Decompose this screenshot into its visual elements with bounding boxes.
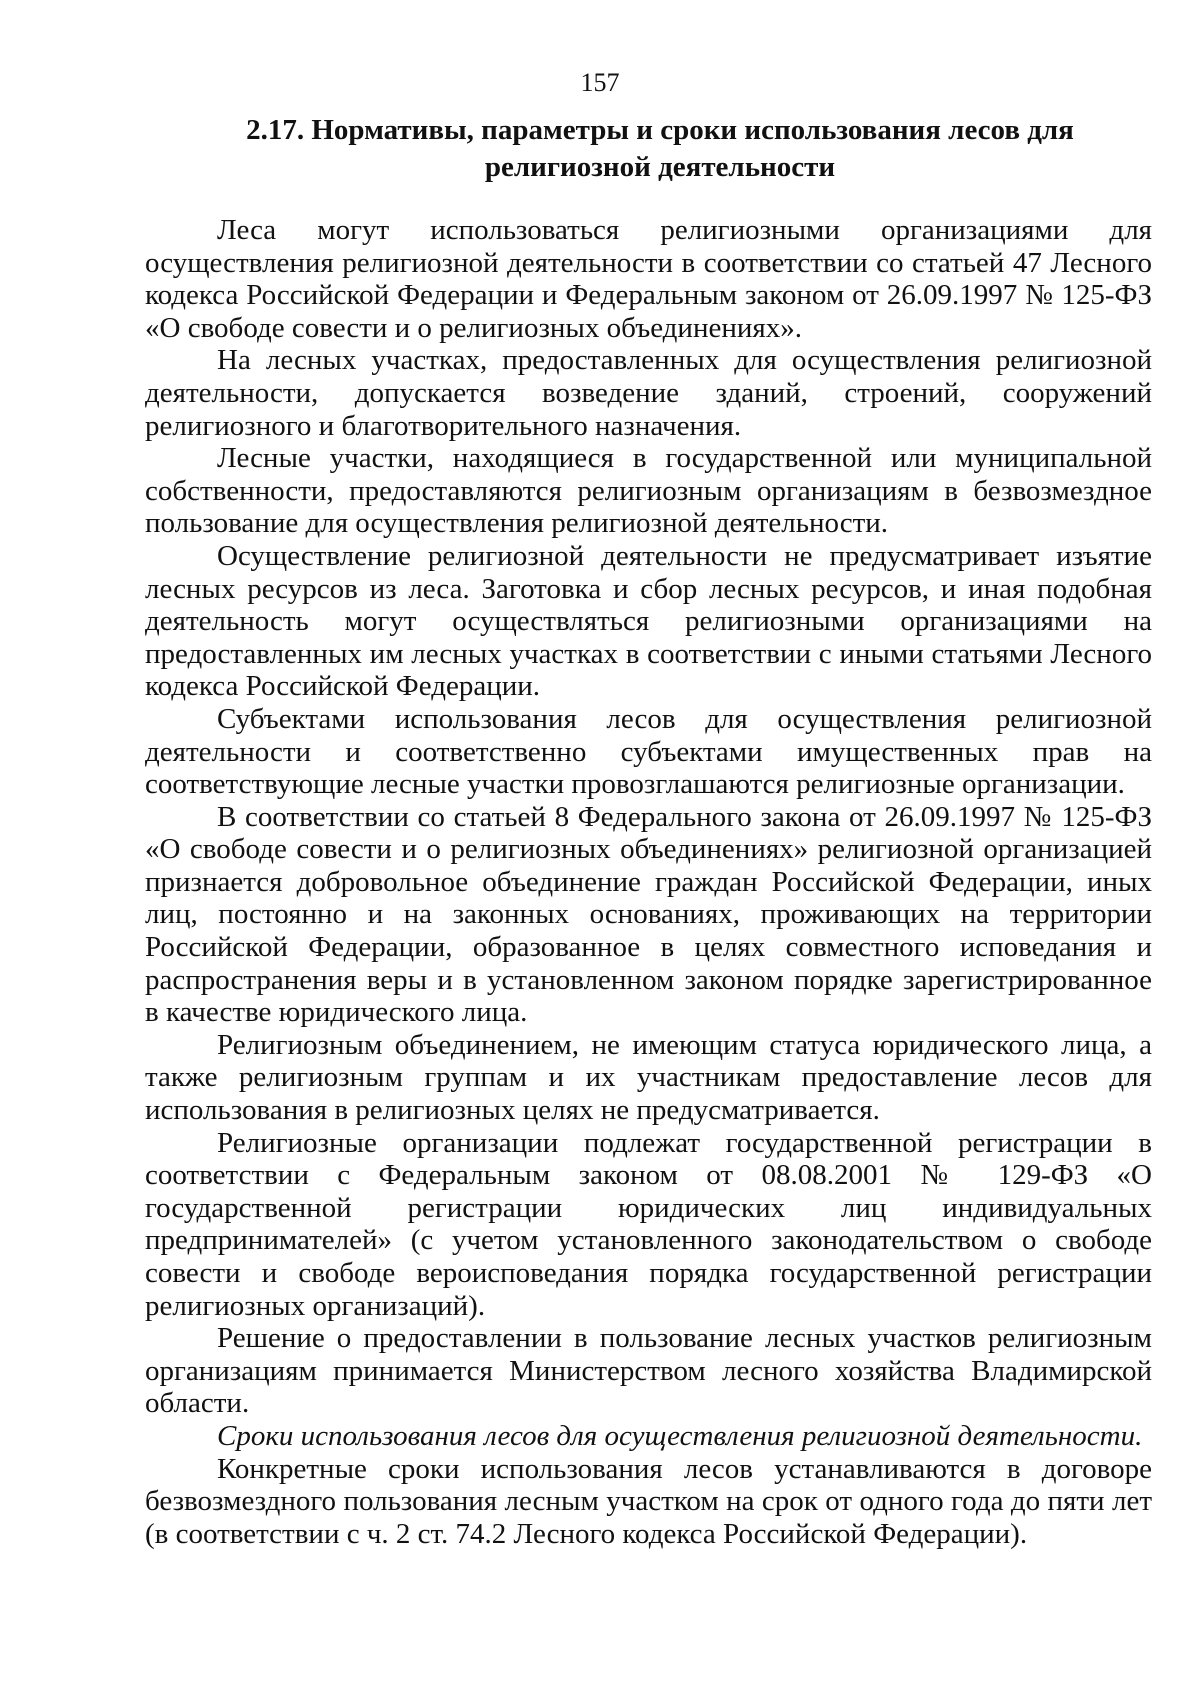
paragraph: Осуществление религиозной деятельности не предусматривает изъятие лесных ресурсов из леса. Заготовка и сбор лесных ресурсов, и иная подобная деятельность могут осуществляться религиозными организациями на предоставленных им лесных участках в соответствии с иными статьями Лесного кодекса Российской Федерации. xyxy=(145,539,1152,703)
paragraph: На лесных участках, предоставленных для осуществления религиозной деятельности, допускается возведение зданий, строений, сооружений религиозного и благотворительного назначения. xyxy=(145,344,1152,442)
italic-subheading-paragraph: Сроки использования лесов для осуществления религиозной деятельности. xyxy=(217,1419,1143,1452)
body-text xyxy=(145,214,1152,1550)
section-heading-line-2: религиозной деятельности xyxy=(484,151,836,183)
section-heading xyxy=(215,112,1105,186)
paragraph: Леса могут использоваться религиозными организациями для осуществления религиозной деятельности в соответствии со статьей 47 Лесного кодекса Российской Федерации и Федеральным законом от 26.09.1997 № 125-ФЗ «О свободе совести и о религиозных объединениях». xyxy=(145,214,1152,344)
paragraph: Субъектами использования лесов для осуществления религиозной деятельности и соответственно субъектами имущественных прав на соответствующие лесные участки провозглашаются религиозные организации. xyxy=(145,702,1152,801)
paragraph: Решение о предоставлении в пользование лесных участков религиозным организациям принимается Министерством лесного хозяйства Владимирской области. xyxy=(145,1322,1152,1420)
paragraph: Конкретные сроки использования лесов устанавливаются в договоре безвозмездного пользования лесным участком на срок от одного года до пяти лет (в соответствии с ч. 2 ст. 74.2 Лесного кодекса Российской Федерации). xyxy=(145,1452,1152,1550)
paragraph: Религиозным объединением, не имеющим статуса юридического лица, а также религиозным группам и их участникам предоставление лесов для использования в религиозных целях не предусматривается. xyxy=(145,1028,1152,1127)
paragraph: Лесные участки, находящиеся в государственной или муниципальной собственности, предоставляются религиозным организациям в безвозмездное пользование для осуществления религиозной деятельности. xyxy=(145,442,1152,540)
paragraph: В соответствии со статьей 8 Федерального закона от 26.09.1997 № 125-ФЗ «О свободе совести и о религиозных объединениях» религиозной организацией признается добровольное объединение граждан Российской Федерации, иных лиц, постоянно и на законных основаниях, проживающих на территории Российской Федерации, образованное в целях совместного исповедания и распространения веры и в установленном законом порядке зарегистрированное в качестве юридического лица. xyxy=(145,800,1152,1029)
section-heading-line-1: 2.17. Нормативы, параметры и сроки использования лесов для xyxy=(246,114,1074,146)
page-number: 157 xyxy=(580,68,620,97)
paragraph: Религиозные организации подлежат государственной регистрации в соответствии с Федеральным законом от 08.08.2001 № 129-ФЗ «О государственной регистрации юридических лиц индивидуальных предпринимателей» (с учетом установленного законодательством о свободе совести и свободе вероисповедания порядка государственной регистрации религиозных организаций). xyxy=(145,1126,1152,1322)
